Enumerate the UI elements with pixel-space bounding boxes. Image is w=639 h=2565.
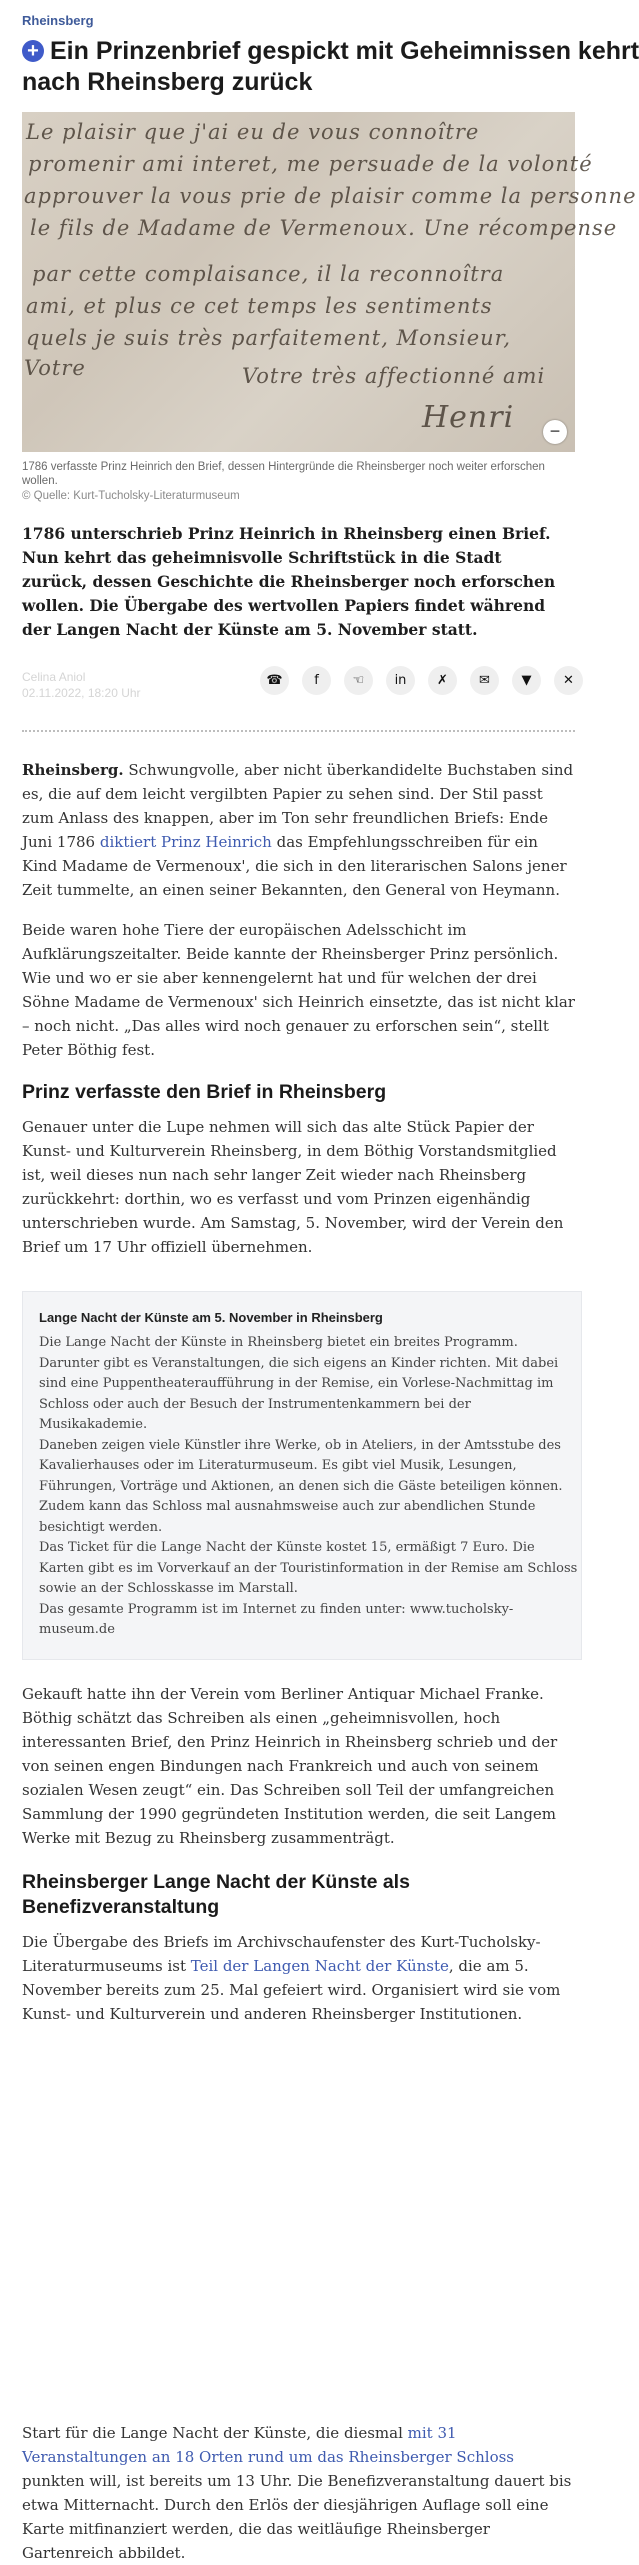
paragraph-text: , die am 5. November bereits zum 25. Mal gefeiert wird. Organisiert wird sie vom Kunst- und Kulturverein und anderen Rheinsberger Institutionen. — [22, 1956, 561, 2023]
page-title — [22, 36, 639, 98]
mail-icon[interactable]: ✉ — [470, 666, 499, 695]
plus-icon: + — [22, 40, 44, 62]
info-box — [22, 1291, 582, 1660]
handwriting-line: promenir ami interet, me persuade de la volonté — [28, 152, 593, 176]
handwriting-line: par cette complaisance, il la reconnoîtra — [32, 262, 505, 286]
article-kicker[interactable]: Rheinsberg — [22, 13, 94, 28]
title-line-2: nach Rheinsberg zurück — [22, 68, 313, 96]
share-bar — [260, 666, 583, 695]
title-line-1: Ein Prinzenbrief gespickt mit Geheimnissen kehrt — [50, 37, 639, 65]
info-box-text: Daneben zeigen viele Künstler ihre Werke, ob in Ateliers, in der Amtsstube des Kavalierhauses oder im Literaturmuseum. Es gibt viel Musik, Lesungen, Führungen, Vorträge und Aktionen, an denen sich die Gäste beteiligen können. Zudem kann das Schloss mal ausnahmsweise auch zur abendlichen Stunde besichtigt werden. — [39, 1437, 563, 1535]
dateline: Rheinsberg. — [22, 761, 124, 779]
info-box-text: Das Ticket für die Lange Nacht der Künste kostet 15, ermäßigt 7 Euro. Die Karten gibt es im Vorverkauf an der Touristinformation in der Remise am Schloss sowie an der Schlosskasse im Marstall. — [39, 1540, 578, 1596]
handwriting-line: quels je suis très parfaitement, Monsieur, — [26, 326, 512, 350]
paragraph-text: das Empfehlungsschreiben für ein Kind Madame de Vermenoux', die sich in den literarischen Salons jener Zeit tummelte, an einen seiner Bekannten, den General von Heymann. — [22, 833, 567, 899]
info-box-title: Lange Nacht der Künste am 5. November in Rheinsberg — [39, 1310, 383, 1325]
image-source: © Quelle: Kurt-Tucholsky-Literaturmuseum — [22, 490, 240, 502]
linkedin-icon[interactable]: in — [386, 666, 415, 695]
subheading-2: Rheinsberger Lange Nacht der Künste als Benefizveranstaltung — [22, 1870, 410, 1918]
handwriting-signature: Henri — [422, 400, 515, 435]
paragraph-1 — [22, 758, 577, 902]
handwriting-line: Votre très affectionné ami — [242, 364, 546, 388]
handwriting-line: le fils de Madame de Vermenoux. Une récompense — [30, 216, 618, 240]
divider — [22, 730, 575, 732]
article-lead: 1786 unterschrieb Prinz Heinrich in Rheinsberg einen Brief. Nun kehrt das geheimnisvolle Schriftstück in die Stadt zurück, dessen Geschichte die Rheinsberger noch erforschen wollen. Die Übergabe des wertvollen Papiers findet während der Langen Nacht der Künste am 5. November statt. — [22, 524, 556, 639]
inline-link[interactable]: diktiert Prinz Heinrich — [99, 833, 272, 851]
paragraph-5 — [22, 1930, 577, 2026]
facebook-icon[interactable]: f — [302, 666, 331, 695]
xing-icon[interactable]: ✗ — [428, 666, 457, 695]
paragraph-text: punkten will, ist bereits um 13 Uhr. Die Benefizveranstaltung dauert bis etwa Mitternacht. Durch den Erlös der diesjährigen Auflage soll eine Karte mitfinanziert werden, die das weitläufige Rheinsberger Gartenreich abbildet. — [22, 2471, 572, 2562]
paragraph-text: Start für die Lange Nacht der Künste, die diesmal — [22, 2423, 408, 2442]
inline-link[interactable]: Teil der Langen Nacht der Künste — [190, 1956, 449, 1975]
handwriting-line: Le plaisir que j'ai eu de vous connoître — [26, 120, 480, 144]
article — [22, 0, 639, 2565]
pocket-icon[interactable]: ▼ — [512, 666, 541, 695]
handwriting-line: Votre — [24, 356, 86, 380]
info-box-text: Die Lange Nacht der Künste in Rheinsberg bietet ein breites Programm. Darunter gibt es Veranstaltungen, die sich eigens an Kinder richten. Mit dabei sind eine Puppentheateraufführung in der Remise, ein Vorlese-Nachmittag im Schloss oder auch der Besuch der Instrumentenkammern bei der Musikakademie. — [39, 1335, 559, 1432]
image-caption: 1786 verfasste Prinz Heinrich den Brief, dessen Hintergründe die Rheinsberger noch weiter erforschen wollen. — [22, 461, 545, 487]
paragraph-4: Gekauft hatte ihn der Verein vom Berliner Antiquar Michael Franke. Böthig schätzt das Schreiben als einen „geheimnisvollen, hoch interessanten Brief, den Prinz Heinrich in Rheinsberg schrieb und der von seinen engen Bindungen nach Frankreich und auch von seinem sozialen Wesen zeugt“ ein. Das Schreiben soll Teil der umfangreichen Sammlung der 1990 gegründeten Institution werden, die seit Langem Werke mit Bezug zu Rheinsberg zusammenträgt. — [22, 1684, 558, 1847]
inline-link[interactable]: mit 31 Veranstaltungen an 18 Orten rund um das Rheinsberger Schloss — [22, 2423, 514, 2466]
paragraph-text: Die Übergabe des Briefs im Archivschaufenster des Kurt-Tucholsky-Literaturmuseums ist — [22, 1932, 541, 1975]
paragraph-text: Schwungvolle, aber nicht überkandidelte Buchstaben sind es, die auf dem leicht vergilbten Papier zu sehen sind. Der Stil passt zum Anlass des knappen, aber im Ton sehr freundlichen Briefs: Ende Juni 1786 — [22, 761, 574, 851]
ad-space — [22, 2026, 622, 2421]
article-meta — [22, 656, 622, 726]
letter-image[interactable] — [22, 112, 637, 452]
paragraph-3: Genauer unter die Lupe nehmen will sich das alte Stück Papier der Kunst- und Kulturverein Rheinsberg, in dem Böthig Vorstandsmitglied ist, weil dieses nun nach sehr langer Zeit wieder nach Rheinsberg zurückkehrt: dorthin, wo es verfasst und vom Prinzen eigenhändig unterschrieben wurde. Am Samstag, 5. November, wird der Verein den Brief um 17 Uhr offiziell übernehmen. — [22, 1118, 564, 1256]
subheading-1: Prinz verfasste den Brief in Rheinsberg — [22, 1081, 387, 1103]
whatsapp-icon[interactable]: ☎ — [260, 666, 289, 695]
paragraph-6 — [22, 2421, 577, 2565]
twitter-icon[interactable]: ☜ — [344, 666, 373, 695]
paragraph-2: Beide waren hohe Tiere der europäischen Adelsschicht im Aufklärungszeitalter. Beide kannte der Rheinsberger Prinz persönlich. Wie und wo er sie aber kennengelernt hat und für welchen der drei Söhne Madame de Vermenoux' sich Heinrich einsetzte, das ist nicht klar – noch nicht. „Das alles wird noch genauer zu erforschen sein“, stellt Peter Böthig fest. — [22, 921, 575, 1059]
info-box-text: Das gesamte Programm ist im Internet zu finden unter: www.tucholsky-museum.de — [39, 1601, 514, 1637]
zoom-button[interactable]: − — [543, 420, 567, 444]
close-icon[interactable]: ✕ — [554, 666, 583, 695]
handwriting-line: approuver la vous prie de plaisir comme la personne — [24, 184, 637, 208]
author-name[interactable]: Celina Aniol — [22, 670, 86, 684]
publish-date: 02.11.2022, 18:20 Uhr — [22, 686, 141, 700]
handwriting-line: ami, et plus ce cet temps les sentiments — [26, 294, 493, 318]
